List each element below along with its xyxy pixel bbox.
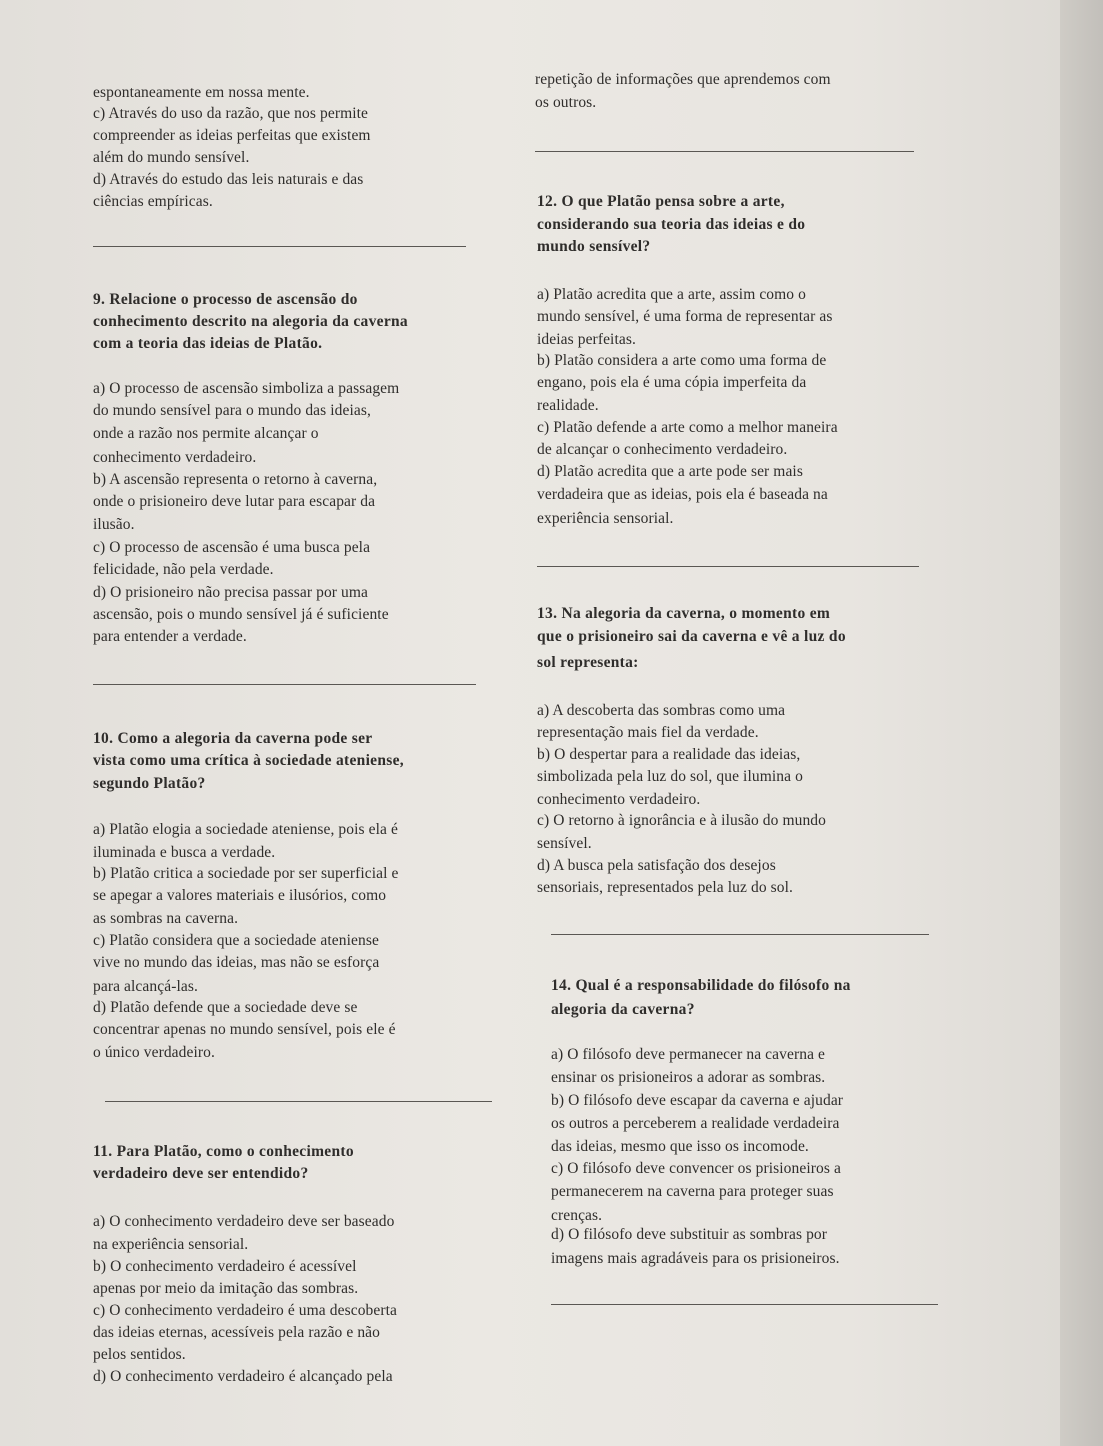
q10-option-line: iluminada e busca a verdade. bbox=[93, 844, 276, 861]
q13-option-line: sensoriais, representados pela luz do sol. bbox=[537, 879, 794, 896]
q12-option-line: verdadeira que as ideias, pois ela é baseada na bbox=[537, 486, 828, 503]
q12-option-a: a) Platão acredita que a arte, assim como o bbox=[537, 286, 806, 303]
q12-answer-line[interactable] bbox=[537, 566, 919, 567]
q13-option-line: representação mais fiel da verdade. bbox=[537, 724, 759, 741]
q10-option-line: concentrar apenas no mundo sensível, pois ele é bbox=[93, 1021, 396, 1038]
q12-option-line: mundo sensível, é uma forma de representar as bbox=[537, 308, 833, 325]
q9-option-d: d) O prisioneiro não precisa passar por uma bbox=[93, 584, 369, 601]
q12-option-d: d) Platão acredita que a arte pode ser mais bbox=[537, 463, 803, 480]
q9-question: com a teoria das ideias de Platão. bbox=[93, 335, 323, 352]
q13-option-d: d) A busca pela satisfação dos desejos bbox=[537, 857, 776, 874]
q8-text-line: compreender as ideias perfeitas que existem bbox=[93, 127, 371, 144]
q10-option-line: as sombras na caverna. bbox=[93, 910, 239, 927]
q12-question: mundo sensível? bbox=[537, 238, 651, 255]
q14-option-c: c) O filósofo deve convencer os prisioneiros a bbox=[551, 1160, 841, 1177]
q14-option-line: imagens mais agradáveis para os prisioneiros. bbox=[551, 1250, 840, 1267]
q12-option-line: ideias perfeitas. bbox=[537, 331, 636, 348]
q9-option-line: felicidade, não pela verdade. bbox=[93, 561, 274, 578]
q10-option-line: o único verdadeiro. bbox=[93, 1044, 215, 1061]
q14-option-line: permanecerem na caverna para proteger suas bbox=[551, 1183, 834, 1200]
q9-question: 9. Relacione o processo de ascensão do bbox=[93, 291, 358, 308]
q10-question: vista como uma crítica à sociedade ateniense, bbox=[93, 752, 404, 769]
q13-option-line: sensível. bbox=[537, 835, 592, 852]
q14-question: alegoria da caverna? bbox=[551, 1001, 695, 1018]
q13-question: que o prisioneiro sai da caverna e vê a luz do bbox=[537, 628, 846, 645]
q11-option-line: das ideias eternas, acessíveis pela razão e não bbox=[93, 1324, 381, 1341]
q14-option-line: das ideias, mesmo que isso os incomode. bbox=[551, 1138, 809, 1155]
q11-question: 11. Para Platão, como o conhecimento bbox=[93, 1143, 354, 1160]
q9-option-line: conhecimento verdadeiro. bbox=[93, 449, 257, 466]
q9-option-a: a) O processo de ascensão simboliza a passagem bbox=[93, 380, 400, 397]
q12-question: 12. O que Platão pensa sobre a arte, bbox=[537, 193, 785, 210]
q8-option-d: d) Através do estudo das leis naturais e das bbox=[93, 171, 364, 188]
q9-option-line: do mundo sensível para o mundo das ideias, bbox=[93, 402, 371, 419]
q9-question: conhecimento descrito na alegoria da caverna bbox=[93, 313, 408, 330]
q14-answer-line[interactable] bbox=[551, 1304, 938, 1305]
q10-option-line: vive no mundo das ideias, mas não se esforça bbox=[93, 954, 380, 971]
q8-text-line: além do mundo sensível. bbox=[93, 149, 250, 166]
q11-option-b: b) O conhecimento verdadeiro é acessível bbox=[93, 1258, 357, 1275]
q13-answer-line[interactable] bbox=[551, 934, 929, 935]
q12-option-b: b) Platão considera a arte como uma forma de bbox=[537, 352, 827, 369]
q10-answer-line[interactable] bbox=[105, 1101, 492, 1102]
q9-answer-line[interactable] bbox=[93, 684, 476, 685]
q9-option-b: b) A ascensão representa o retorno à caverna, bbox=[93, 471, 378, 488]
q9-option-line: para entender a verdade. bbox=[93, 628, 247, 645]
q12-option-c: c) Platão defende a arte como a melhor maneira bbox=[537, 419, 838, 436]
q14-option-line: crenças. bbox=[551, 1207, 603, 1224]
q10-question: 10. Como a alegoria da caverna pode ser bbox=[93, 730, 373, 747]
q12-question: considerando sua teoria das ideias e do bbox=[537, 216, 806, 233]
q14-option-b: b) O filósofo deve escapar da caverna e ajudar bbox=[551, 1092, 844, 1109]
q8-text-line: espontaneamente em nossa mente. bbox=[93, 84, 310, 101]
q14-question: 14. Qual é a responsabilidade do filósofo na bbox=[551, 977, 851, 994]
q9-option-line: onde a razão nos permite alcançar o bbox=[93, 425, 319, 442]
q11-continued-line: repetição de informações que aprendemos com bbox=[535, 71, 831, 88]
q11-option-c: c) O conhecimento verdadeiro é uma descoberta bbox=[93, 1302, 398, 1319]
q11-option-a: a) O conhecimento verdadeiro deve ser baseado bbox=[93, 1213, 395, 1230]
q14-option-d: d) O filósofo deve substituir as sombras por bbox=[551, 1226, 828, 1243]
q13-option-b: b) O despertar para a realidade das ideias, bbox=[537, 746, 801, 763]
q13-option-line: simbolizada pela luz do sol, que ilumina o bbox=[537, 768, 803, 785]
q11-option-line: na experiência sensorial. bbox=[93, 1236, 249, 1253]
q13-option-line: conhecimento verdadeiro. bbox=[537, 791, 701, 808]
q11-option-line: pelos sentidos. bbox=[93, 1346, 186, 1363]
q10-question: segundo Platão? bbox=[93, 775, 206, 792]
q11-answer-line[interactable] bbox=[535, 151, 914, 152]
q11-option-d: d) O conhecimento verdadeiro é alcançado pela bbox=[93, 1368, 393, 1385]
q9-option-line: onde o prisioneiro deve lutar para escapar da bbox=[93, 493, 376, 510]
q13-question: sol representa: bbox=[537, 654, 639, 671]
q13-option-c: c) O retorno à ignorância e à ilusão do mundo bbox=[537, 812, 827, 829]
q12-option-line: engano, pois ela é uma cópia imperfeita da bbox=[537, 374, 807, 391]
q10-option-a: a) Platão elogia a sociedade ateniense, pois ela é bbox=[93, 821, 398, 838]
q9-option-line: ilusão. bbox=[93, 516, 135, 533]
q8-answer-line[interactable] bbox=[93, 246, 466, 247]
q12-option-line: de alcançar o conhecimento verdadeiro. bbox=[537, 441, 788, 458]
q13-question: 13. Na alegoria da caverna, o momento em bbox=[537, 605, 831, 622]
q8-option-c: c) Através do uso da razão, que nos permite bbox=[93, 105, 369, 122]
q8-text-line: ciências empíricas. bbox=[93, 193, 213, 210]
q14-option-line: ensinar os prisioneiros a adorar as sombras. bbox=[551, 1069, 826, 1086]
page-edge bbox=[1060, 0, 1103, 1446]
q10-option-line: para alcançá-las. bbox=[93, 978, 198, 995]
q12-option-line: experiência sensorial. bbox=[537, 510, 674, 527]
q14-option-a: a) O filósofo deve permanecer na caverna e bbox=[551, 1046, 826, 1063]
q10-option-line: se apegar a valores materiais e ilusórios, como bbox=[93, 887, 387, 904]
q14-option-line: os outros a perceberem a realidade verdadeira bbox=[551, 1115, 840, 1132]
q11-continued-line: os outros. bbox=[535, 94, 597, 111]
q11-option-line: apenas por meio da imitação das sombras. bbox=[93, 1280, 359, 1297]
q9-option-c: c) O processo de ascensão é uma busca pela bbox=[93, 539, 371, 556]
q10-option-d: d) Platão defende que a sociedade deve se bbox=[93, 999, 358, 1016]
q10-option-b: b) Platão critica a sociedade por ser superficial e bbox=[93, 865, 399, 882]
q11-question: verdadeiro deve ser entendido? bbox=[93, 1165, 309, 1182]
q9-option-line: ascensão, pois o mundo sensível já é suficiente bbox=[93, 606, 389, 623]
q10-option-c: c) Platão considera que a sociedade ateniense bbox=[93, 932, 379, 949]
q12-option-line: realidade. bbox=[537, 397, 599, 414]
q13-option-a: a) A descoberta das sombras como uma bbox=[537, 702, 786, 719]
